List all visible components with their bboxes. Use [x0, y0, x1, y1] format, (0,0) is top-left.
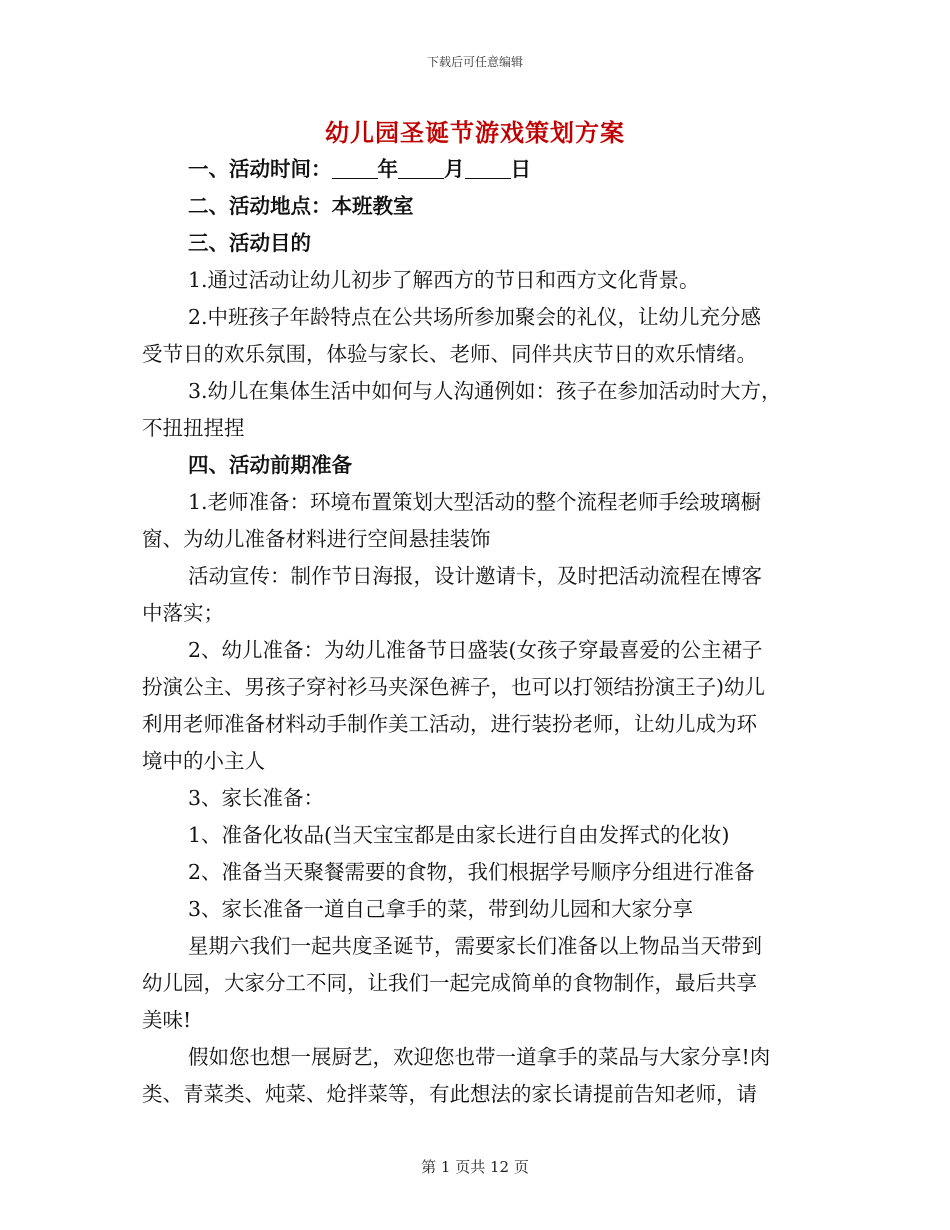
day-label: 日	[510, 157, 531, 181]
date-label: 一、活动时间：	[188, 157, 332, 181]
paragraph-line: 境中的小主人	[142, 749, 265, 773]
paragraph-line: 3、家长准备一道自己拿手的菜，带到幼儿园和大家分享	[188, 897, 694, 921]
header-note: 下载后可任意编辑	[426, 55, 523, 69]
paragraph-line: 窗、为幼儿准备材料进行空间悬挂装饰	[142, 527, 491, 551]
day-blank	[465, 158, 511, 179]
paragraph-line: 类、青菜类、炖菜、炝拌菜等，有此想法的家长请提前告知老师，请	[142, 1082, 757, 1106]
paragraph-line: 利用老师准备材料动手制作美工活动，进行装扮老师，让幼儿成为环	[142, 712, 757, 736]
paragraph-line: 3.幼儿在集体生活中如何与人沟通例如：孩子在参加活动时大方，	[188, 379, 782, 403]
month-label: 月	[444, 157, 465, 181]
paragraph-line: 中落实；	[142, 601, 224, 625]
paragraph-line: 不扭扭捏捏	[142, 416, 245, 440]
paragraph-line: 1、准备化妆品(当天宝宝都是由家长进行自由发挥式的化妆)	[188, 823, 730, 847]
paragraph-line: 星期六我们一起共度圣诞节，需要家长们准备以上物品当天带到	[188, 934, 762, 958]
year-label: 年	[377, 157, 398, 181]
date-line	[188, 151, 531, 187]
paragraph-line: 1.老师准备：环境布置策划大型活动的整个流程老师手绘玻璃橱	[188, 490, 762, 514]
paragraph-line: 活动宣传：制作节日海报，设计邀请卡，及时把活动流程在博客	[188, 564, 762, 588]
paragraph-line: 美味!	[142, 1008, 192, 1032]
paragraph-line: 3、家长准备：	[188, 786, 325, 810]
paragraph-line: 假如您也想一展厨艺，欢迎您也带一道拿手的菜品与大家分享!肉	[188, 1045, 771, 1069]
paragraph-line: 2、准备当天聚餐需要的食物，我们根据学号顺序分组进行准备	[188, 860, 755, 884]
paragraph-line: 扮演公主、男孩子穿衬衫马夹深色裤子，也可以打领结扮演王子)幼儿	[142, 675, 765, 699]
paragraph-line: 1.通过活动让幼儿初步了解西方的节日和西方文化背景。	[188, 268, 700, 292]
paragraph-line: 2.中班孩子年龄特点在公共场所参加聚会的礼仪，让幼儿充分感	[188, 305, 762, 329]
section-heading: 三、活动目的	[188, 231, 311, 255]
section-heading: 四、活动前期准备	[188, 453, 352, 477]
paragraph-line: 受节日的欢乐氛围，体验与家长、老师、同伴共庆节日的欢乐情绪。	[142, 342, 757, 366]
section-heading: 二、活动地点：本班教室	[188, 194, 414, 218]
page-footer: 第 1 页共 12 页	[421, 1158, 529, 1176]
paragraph-line: 幼儿园，大家分工不同，让我们一起完成简单的食物制作，最后共享	[142, 971, 757, 995]
year-blank	[332, 158, 378, 179]
document-title: 幼儿园圣诞节游戏策划方案	[325, 118, 625, 147]
month-blank	[398, 158, 444, 179]
paragraph-line: 2、幼儿准备：为幼儿准备节日盛装(女孩子穿最喜爱的公主裙子	[188, 638, 763, 662]
